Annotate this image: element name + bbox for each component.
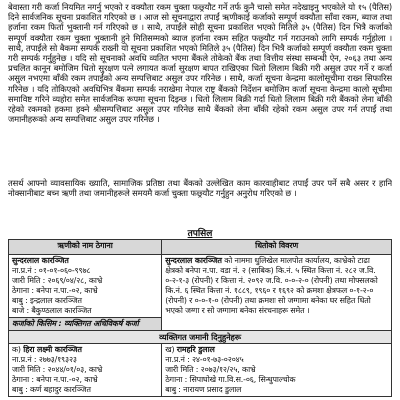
schedule-table bbox=[8, 239, 392, 397]
borrower-line: जारी मिति : २०६९/०४/२८, काभ्रे bbox=[12, 276, 103, 285]
table-row bbox=[9, 344, 392, 397]
notice-paragraph-1: बेवास्ता गरी कर्जा नियमित नगर्नु भएको र वक्यौता रकम चुक्ता फछ्र्यौट गर्ने तर्फ कुनै चासो समेत नदेखाइनु भएकोले यो १५ (पैतिस) दिने सार्वजनिक सूचना प्रकाशित गरिएको छ । आज सो सूचनाद्वारा तपाईं ऋणीकाई कर्जाको सम्पूर्ण वक्यौता साँवा रकम, ब्याज तथा हर्जाना रकम फिर्ता भुक्तानी गर्न गरिएको छ । साथै, तपाईंले सोही सूचना प्रकाशित भएको मितिले ३५ (पैतिस) दिन भित्रै कर्जाको सम्पूर्ण वक्यौता रकम चुक्ता भुक्तानी हुने मितिसम्मको ब्याज हर्जाना रकम सहित फछ्र्यौट गर्न गराउनको लागि सम्पर्क गर्नुहोला । साथै, तपाईंले सो बैकमा सम्पर्क राख्नी यो सूचना प्रकाशित भएको मितिले ३५ (पैतिस) दिन भित्रै कर्जाको सम्पूर्ण वक्यौता रकम चुक्ता गरी सम्पर्क गर्नुहुनेछ । यदि सो सूचनाको अवधि व्यतित भएमा बैंकले तोकेको बैंक तथा वित्तीय संस्था सम्बन्धी ऐन, २०६३ तथा अन्य प्रचलित कानून बमोजिम धितो सुरक्षण पत्ने लगायत कर्जा सुरक्षण बापत राखिएका धितो लिलाम बिक्री गरी असुल उपर गर्ने र कर्जा असुल नभएमा बाँकी रकम तपाईंको अन्य सम्पत्तिबाट असुल उपर गरिनेछ । साथै, कर्जा सूचना केन्द्रमा कालोसूचीमा राख्न सिफारिस गरिनेछ । यदि तोकिएको अवधिभित्र बैंकमा सम्पर्क नराखेमा नेपाल राष्ट्र बैंकको निर्देशन बमोजिम कर्जा सूचना केन्द्रमा कालो सूचीमा समाविष्ट गरिने व्यहोरा समेत सार्वजनिक रूपमा सूचना दिइन्छ । धितो लिलाम बिक्री गर्दा धितो लिलाम बिक्री गरी बैंकको लेना बाँकी रहेको रकमको हकमा हक्ने श्रीसम्पत्तिबाट असुल उपर गरिनेछ साथै बैंकको लेना बाँकी रहेको रकम असुल उपर गर्न तपाईं तथा जमानीहरूको अन्य सम्पत्तिबाट असुल उपर गरिनेछ । bbox=[8, 2, 392, 125]
guarantor-name: हिरा लक्ष्मी कारञ्जित bbox=[23, 345, 82, 354]
collateral-owner: सुन्दरलाल कारञ्जित bbox=[165, 256, 222, 265]
guarantor-name: रामहरि डुलाल bbox=[176, 345, 215, 354]
guarantor-number: क) bbox=[12, 345, 21, 354]
borrower-name: सुन्दरलाल कारञ्जित bbox=[12, 256, 69, 265]
collateral-description: को नाममा धुलिखेल मालपोत कार्यालय, काभ्रेको टाढा क्षेत्रको बनेपा न.पा. वडा नं. २ (साबिक) कि.नं. ५ स्थित कित्ता नं. २८२ ज.वि. ०-२-१-३ (रोपनी) र कित्ता नं. २०९२ ज.वि. ०-०-२-० (रोपनी) तथा मोफ्सलको कि.नं. ६ स्थित कित्ता नं. १८८९, १९६० र १६९२ को क्रमशः क्षेत्रफल ०-१-२-० (रोपनी) र ०-०-१-० (रोपनी) तथा क्रमशः सो जग्गामा बनेका घर सहित धितो भएको जग्गा र सो जग्गामा बनेका संरचनाहरू समेत । bbox=[165, 256, 378, 315]
guarantor-number: ख) bbox=[165, 345, 175, 354]
loan-type-cell: कर्जाको किसिम : व्यक्तिगत अधिविकर्ष कर्जा bbox=[9, 318, 162, 331]
guarantor-line: ठेगाना : सिपाघोखे गा.वि.स.-०६, सिन्धुपाल्चोक bbox=[165, 375, 296, 384]
column-header-collateral: धितोको विवरण bbox=[162, 240, 392, 255]
guarantor-line: ना.प्र.नं : २४-०१-७३-०२०४५ bbox=[165, 355, 244, 364]
collateral-cell bbox=[162, 255, 392, 331]
guarantor-cell bbox=[9, 344, 162, 397]
guarantor-line: ठेगाना : बनेपा न.पा.-०२, काभ्रे bbox=[12, 375, 98, 384]
guarantor-line: ना.प्र.नं : २७७३/१९३२३ bbox=[12, 355, 77, 364]
guarantor-heading: व्यक्तिगत जमानी दिनुहुनेहरू bbox=[9, 331, 392, 344]
guarantor-cell bbox=[162, 344, 392, 397]
table-row bbox=[9, 331, 392, 344]
borrower-line: ना.प्र.नं : ०१-०१-०६०-९९७८ bbox=[12, 266, 91, 275]
guarantor-line: जारी मिति : २०७३/१२/२५, काभ्रे bbox=[165, 365, 256, 374]
borrower-line: ठेगाना : बनेपा न.पा.-०२, काभ्रे bbox=[12, 286, 98, 295]
guarantor-line: बाबु : कर्ण बहादुर कारञ्जित bbox=[12, 385, 91, 394]
borrower-line: बाजे : बैकुण्ठलाल कारञ्जित bbox=[12, 306, 92, 315]
borrower-line: बाबु : इन्द्रलाल कारञ्जित bbox=[12, 296, 82, 305]
borrower-cell bbox=[9, 255, 162, 318]
notice-paragraph-2: तसर्थ आफ्नो व्यावसायिक ख्याति, सामाजिक प्रतिष्ठा तथा बैंकको उल्लेखित काम कारवाहीबाट तपाईं उपर पर्ने सबै असर र हानि नोक्सानीबाट बच्न ऋणी तथा जमानीहरूले समयमै कर्जा चुक्ता फछ्र्यौट गर्नुहुन अनुरोध गरिएको छ । bbox=[8, 178, 392, 199]
guarantor-line: जारी मिति : २०४४/०१/०३, काभ्रे bbox=[12, 365, 103, 374]
guarantor-line: बाबु : नारायण प्रसाद डुलाल bbox=[165, 385, 242, 394]
schedule-heading: तपसिल bbox=[187, 229, 213, 239]
table-header-row bbox=[9, 240, 392, 255]
column-header-borrower: ऋणीको नाम ठेगाना bbox=[9, 240, 162, 255]
table-row bbox=[9, 255, 392, 318]
